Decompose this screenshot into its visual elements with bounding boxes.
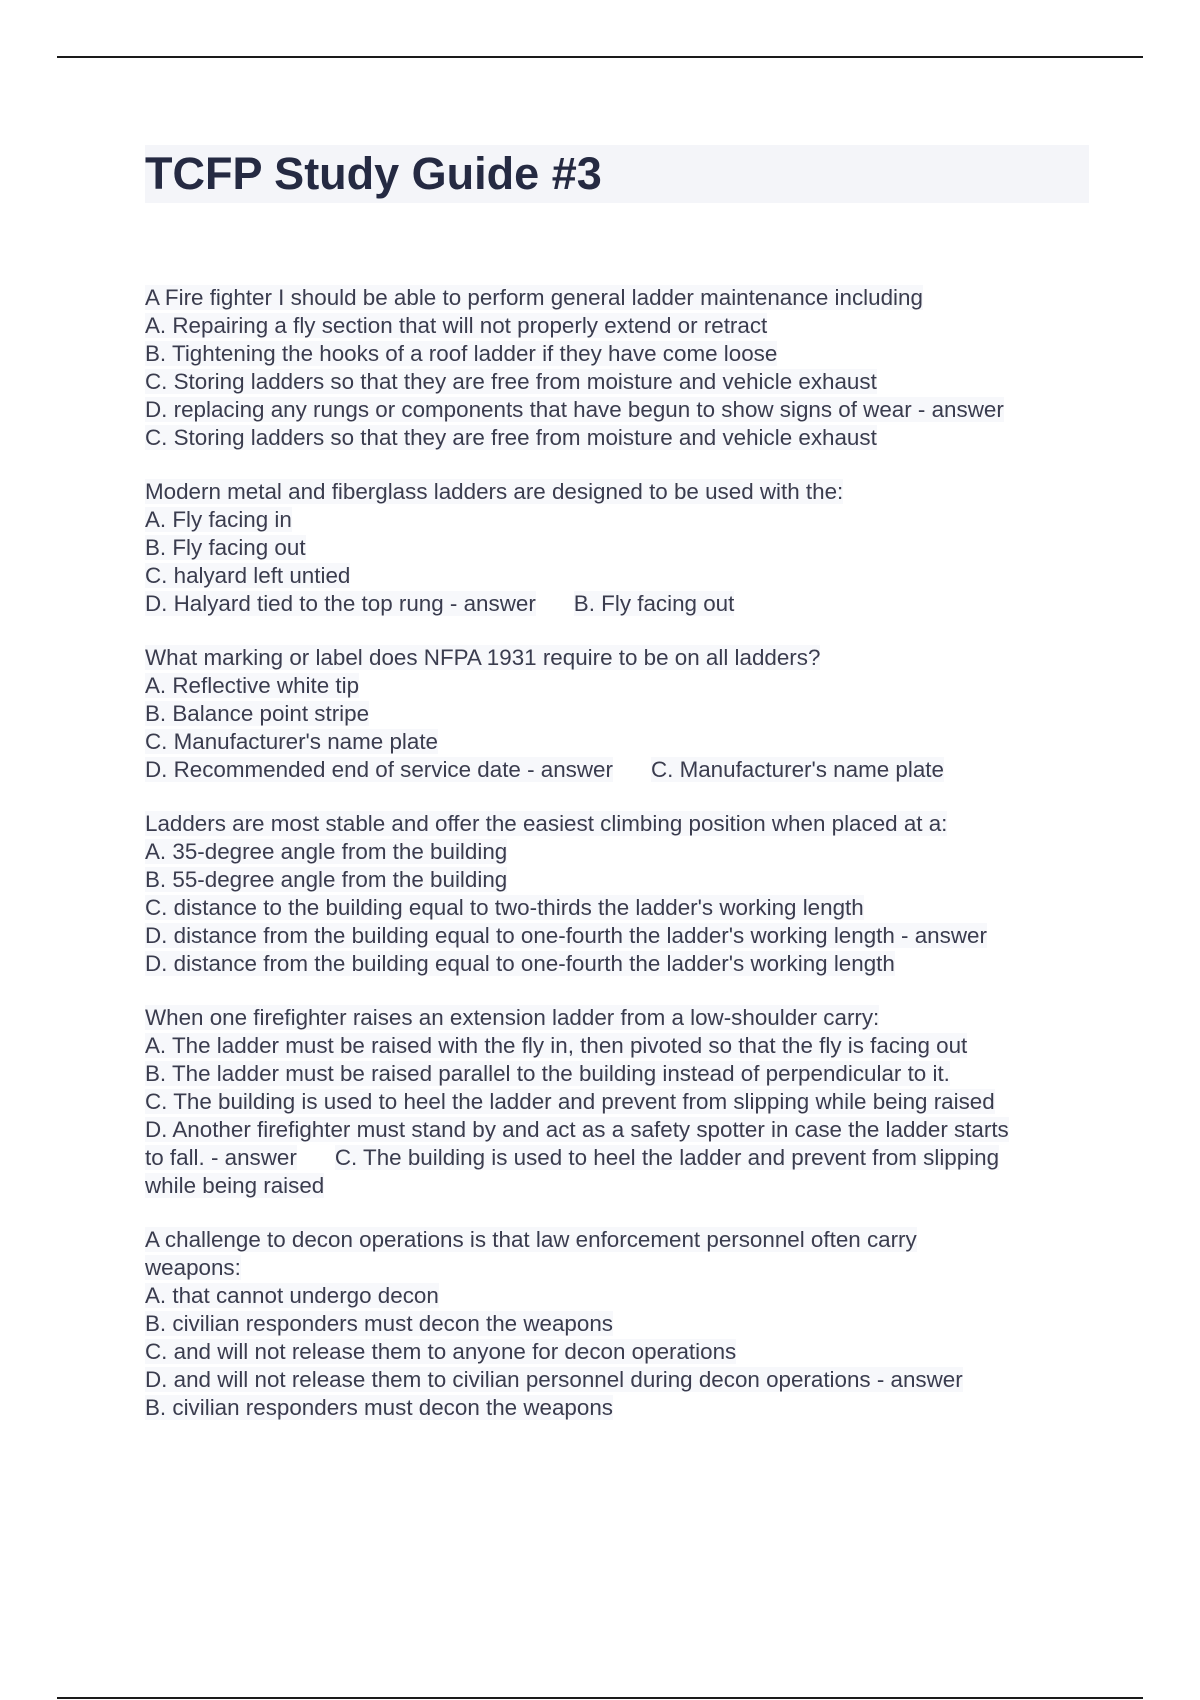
option-a: A. Fly facing in <box>145 507 292 532</box>
answer-text: C. The building is used to heel the ladder and prevent from slipping <box>334 1145 1000 1170</box>
question-block <box>145 1004 1089 1200</box>
option-d: D. Recommended end of service date - answer C. Manufacturer's name plate <box>145 757 944 782</box>
answer-text: D. distance from the building equal to one-fourth the ladder's working length <box>145 951 895 976</box>
question-block <box>145 1226 1089 1422</box>
question-text: When one firefighter raises an extension ladder from a low-shoulder carry: <box>145 1005 880 1030</box>
question-text: Modern metal and fiberglass ladders are designed to be used with the: <box>145 479 844 504</box>
question-text: A challenge to decon operations is that law enforcement personnel often carry <box>145 1227 917 1252</box>
question-text: Ladders are most stable and offer the easiest climbing position when placed at a: <box>145 811 948 836</box>
option-c: C. Storing ladders so that they are free from moisture and vehicle exhaust <box>145 369 877 394</box>
option-d: D. and will not release them to civilian personnel during decon operations - answer <box>145 1367 963 1392</box>
question-block <box>145 644 1089 784</box>
option-c: C. The building is used to heel the ladder and prevent from slipping while being raised <box>145 1089 995 1114</box>
option-a: A. 35-degree angle from the building <box>145 839 508 864</box>
answer-text: B. civilian responders must decon the weapons <box>145 1395 613 1420</box>
option-c: C. Manufacturer's name plate <box>145 729 439 754</box>
option-a: A. Repairing a fly section that will not properly extend or retract <box>145 313 768 338</box>
option-b: B. 55-degree angle from the building <box>145 867 508 892</box>
question-block <box>145 478 1089 618</box>
question-block <box>145 284 1089 452</box>
option-d-continued: to fall. - answer C. The building is used to heel the ladder and prevent from slipping <box>145 1145 1000 1170</box>
study-guide-content <box>145 284 1089 1448</box>
option-b: B. The ladder must be raised parallel to the building instead of perpendicular to it. <box>145 1061 950 1086</box>
option-b: B. civilian responders must decon the weapons <box>145 1311 613 1336</box>
answer-text: C. Manufacturer's name plate <box>650 757 944 782</box>
option-c: C. and will not release them to anyone for decon operations <box>145 1339 737 1364</box>
option-d: D. distance from the building equal to one-fourth the ladder's working length - answer <box>145 923 987 948</box>
option-d: D. replacing any rungs or components that have begun to show signs of wear - answer <box>145 397 1004 422</box>
option-a: A. that cannot undergo decon <box>145 1283 439 1308</box>
option-c: C. halyard left untied <box>145 563 351 588</box>
option-a: A. The ladder must be raised with the fly in, then pivoted so that the fly is facing out <box>145 1033 968 1058</box>
page-title: TCFP Study Guide #3 <box>145 148 602 199</box>
question-text: A Fire fighter I should be able to perform general ladder maintenance including <box>145 285 923 310</box>
top-rule <box>57 56 1143 58</box>
option-a: A. Reflective white tip <box>145 673 360 698</box>
answer-text: C. Storing ladders so that they are free from moisture and vehicle exhaust <box>145 425 877 450</box>
option-b: B. Balance point stripe <box>145 701 370 726</box>
option-d: D. Halyard tied to the top rung - answer B. Fly facing out <box>145 591 735 616</box>
question-text-continued: weapons: <box>145 1255 241 1280</box>
option-d: D. Another firefighter must stand by and act as a safety spotter in case the ladder starts <box>145 1117 1009 1142</box>
option-b: B. Fly facing out <box>145 535 306 560</box>
option-c: C. distance to the building equal to two-thirds the ladder's working length <box>145 895 864 920</box>
question-block <box>145 810 1089 978</box>
question-text: What marking or label does NFPA 1931 require to be on all ladders? <box>145 645 821 670</box>
option-b: B. Tightening the hooks of a roof ladder if they have come loose <box>145 341 778 366</box>
answer-text: B. Fly facing out <box>573 591 735 616</box>
bottom-rule <box>57 1697 1143 1699</box>
answer-text-continued: while being raised <box>145 1173 325 1198</box>
